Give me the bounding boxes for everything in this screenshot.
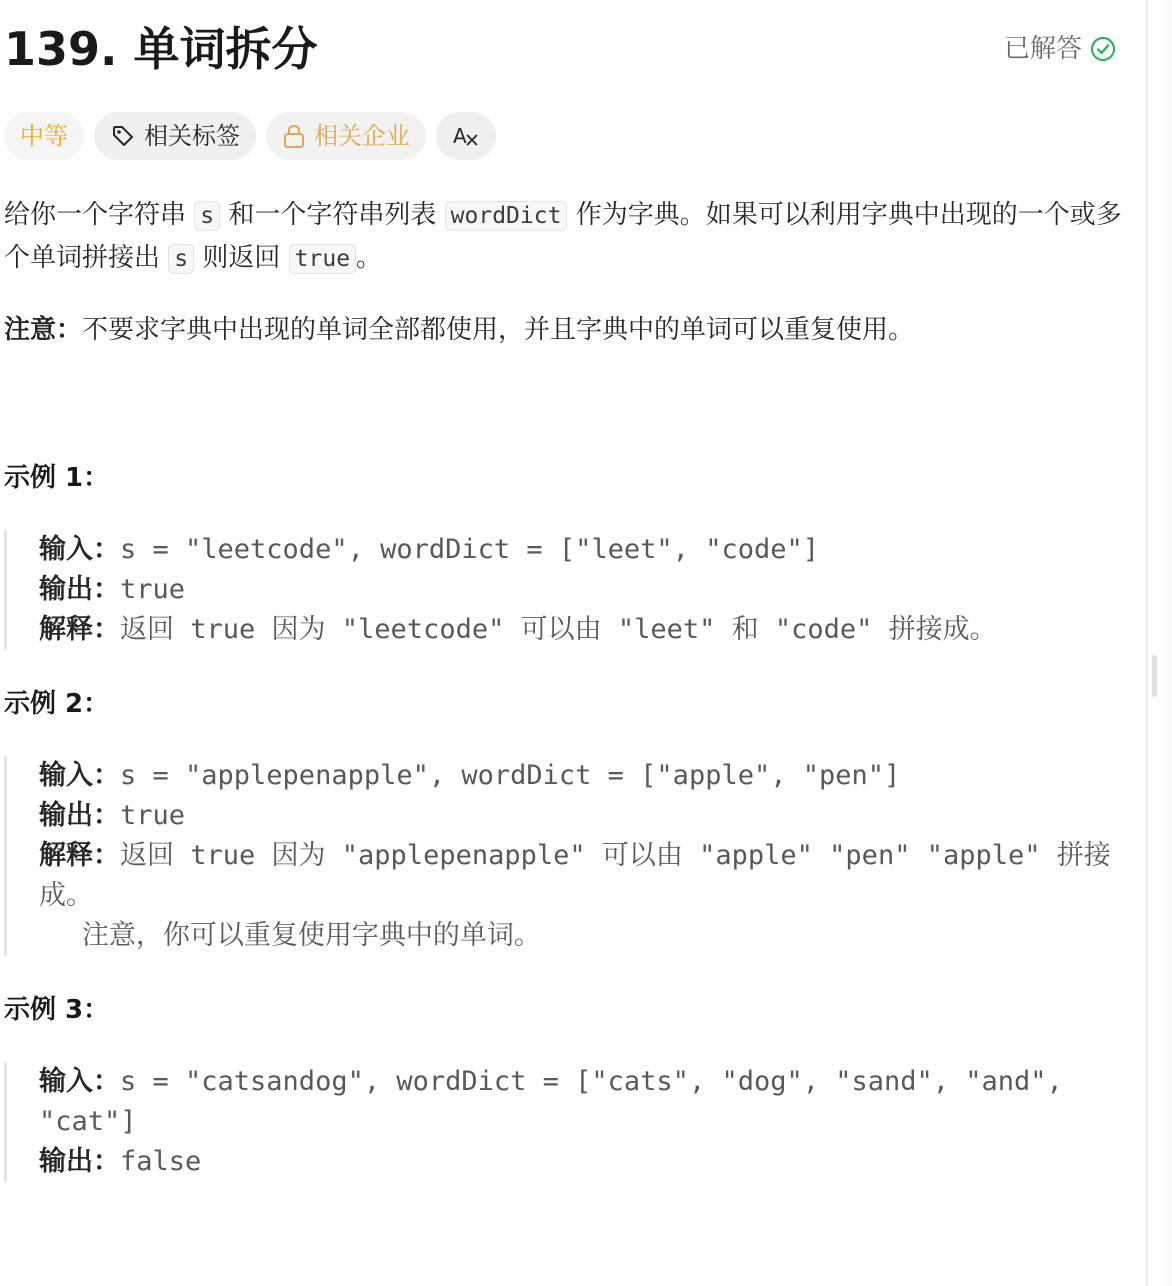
topic-tags-button[interactable] bbox=[94, 112, 256, 160]
example-1-block bbox=[4, 530, 1116, 650]
input-label: 输入： bbox=[39, 760, 120, 791]
example-output-line bbox=[39, 796, 1116, 836]
difficulty-label: 中等 bbox=[20, 122, 68, 150]
example-2-block bbox=[4, 756, 1116, 956]
inline-code: wordDict bbox=[445, 201, 568, 231]
example-explain-line bbox=[39, 836, 1116, 916]
explain-label: 解释： bbox=[39, 614, 120, 645]
input-label: 输入： bbox=[39, 1066, 120, 1097]
company-tags-button[interactable] bbox=[266, 112, 426, 160]
tag-icon bbox=[110, 123, 136, 149]
panel-divider[interactable] bbox=[1146, 0, 1148, 1286]
check-circle-icon bbox=[1090, 36, 1116, 62]
example-input-line bbox=[39, 530, 1116, 570]
explain-label: 解释： bbox=[39, 840, 120, 871]
example-3-title: 示例 3： bbox=[4, 995, 110, 1025]
input-value: s = "leetcode", wordDict = ["leet", "code"] bbox=[120, 534, 819, 565]
tag-row bbox=[4, 112, 496, 160]
output-value: true bbox=[120, 574, 186, 605]
translate-button[interactable] bbox=[436, 112, 496, 160]
resize-handle[interactable] bbox=[1152, 655, 1157, 697]
input-value: s = "catsandog", wordDict = ["cats", "dog", "sand", "and", "cat"] bbox=[39, 1066, 1080, 1137]
explain-value: 返回 true 因为 "leetcode" 可以由 "leet" 和 "code" 拼接成。 bbox=[120, 614, 997, 645]
note-paragraph bbox=[4, 310, 914, 350]
input-value: s = "applepenapple", wordDict = ["apple", "pen"] bbox=[120, 760, 901, 791]
statement-paragraph bbox=[4, 194, 1124, 280]
output-label: 输出： bbox=[39, 800, 120, 831]
solved-status bbox=[1004, 32, 1116, 66]
output-value: false bbox=[120, 1146, 202, 1177]
svg-text:A: A bbox=[453, 124, 467, 148]
statement-text: 和一个字符串列表 bbox=[220, 200, 445, 230]
statement-text: 作为字典。如果可以利用字典中出现的一个或多个单词拼接出 bbox=[4, 200, 1122, 273]
note-label: 注意： bbox=[4, 315, 83, 345]
title-row bbox=[4, 20, 1116, 80]
example-explain-extra: 注意，你可以重复使用字典中的单词。 bbox=[39, 920, 541, 951]
problem-title: 139. 单词拆分 bbox=[4, 22, 318, 76]
example-2-title: 示例 2： bbox=[4, 689, 110, 719]
output-value: true bbox=[120, 800, 186, 831]
explain-value: 返回 true 因为 "applepenapple" 可以由 "apple" "pen" "apple" 拼接成。 bbox=[39, 840, 1111, 911]
statement-text: 。 bbox=[356, 243, 383, 273]
example-output-line bbox=[39, 570, 1116, 610]
example-input-line bbox=[39, 1062, 1116, 1142]
problem-statement bbox=[4, 194, 1124, 280]
example-output-line bbox=[39, 1142, 1116, 1182]
inline-code: s bbox=[168, 244, 194, 274]
topic-tags-label: 相关标签 bbox=[144, 122, 240, 150]
statement-text: 给你一个字符串 bbox=[4, 200, 195, 230]
adjacent-panel-edge bbox=[1164, 0, 1172, 1286]
difficulty-badge[interactable] bbox=[4, 112, 84, 160]
statement-text: 则返回 bbox=[194, 243, 289, 273]
inline-code: s bbox=[194, 201, 220, 231]
inline-code: true bbox=[289, 244, 356, 274]
lock-icon bbox=[282, 123, 306, 149]
input-label: 输入： bbox=[39, 534, 120, 565]
example-explain-line bbox=[39, 610, 1116, 650]
example-input-line bbox=[39, 756, 1116, 796]
note-text: 不要求字典中出现的单词全部都使用，并且字典中的单词可以重复使用。 bbox=[82, 315, 915, 345]
example-3-block bbox=[4, 1062, 1116, 1182]
solved-label: 已解答 bbox=[1003, 34, 1082, 64]
output-label: 输出： bbox=[39, 1146, 120, 1177]
company-tags-label: 相关企业 bbox=[314, 122, 410, 150]
example-1-title: 示例 1： bbox=[4, 463, 110, 493]
translate-icon bbox=[452, 123, 480, 149]
output-label: 输出： bbox=[39, 574, 120, 605]
